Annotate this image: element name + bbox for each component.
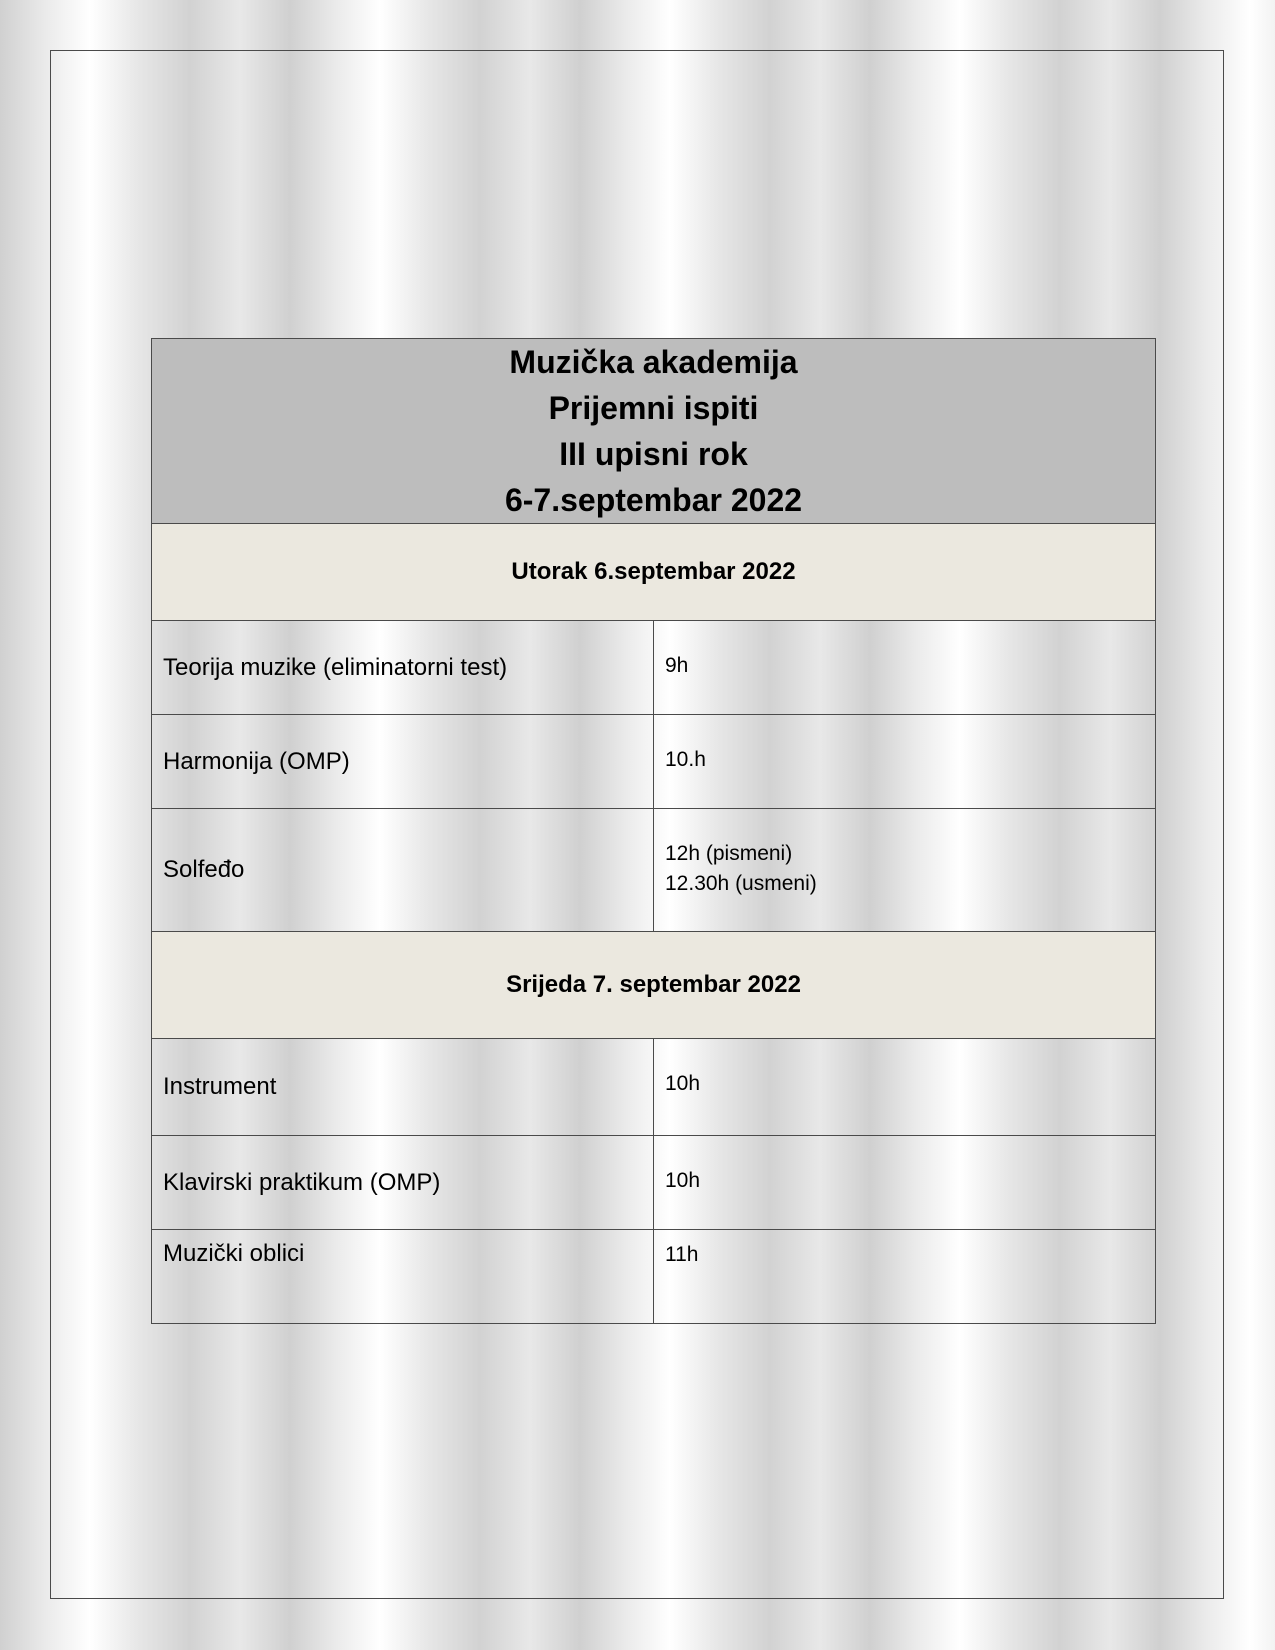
time-cell [654,621,1156,715]
table-row [152,1230,1156,1324]
table-row [152,621,1156,715]
exam-type: Prijemni ispiti [548,390,759,426]
subject-cell: Muzički oblici [152,1230,654,1324]
day-header-row [152,524,1156,621]
time-value: 12.30h (usmeni) [665,872,817,895]
schedule-title [152,339,1156,524]
title-row [152,339,1156,524]
table-row [152,715,1156,809]
time-cell [654,1136,1156,1230]
table-row [152,809,1156,932]
time-value: 12h (pismeni) [665,842,793,865]
time-cell [654,809,1156,932]
enrollment-period: III upisni rok [559,436,748,472]
institution-name: Muzička akademija [509,344,798,380]
time-cell [654,715,1156,809]
time-cell [654,1230,1156,1324]
exam-dates: 6-7.septembar 2022 [504,482,803,518]
table-row [152,1136,1156,1230]
subject-cell: Klavirski praktikum (OMP) [152,1136,654,1230]
time-value: 10h [665,1072,701,1095]
time-value: 10.h [665,748,706,771]
day-header-tuesday: Utorak 6.septembar 2022 [152,524,1156,621]
subject-cell: Instrument [152,1039,654,1136]
time-value: 10h [665,1169,701,1192]
day-header-wednesday: Srijeda 7. septembar 2022 [152,932,1156,1039]
subject-cell: Teorija muzike (eliminatorni test) [152,621,654,715]
subject-cell: Harmonija (OMP) [152,715,654,809]
table-row [152,1039,1156,1136]
time-value: 9h [665,654,689,677]
exam-schedule-table [151,338,1156,1324]
day-header-row [152,932,1156,1039]
time-value: 11h [665,1243,699,1266]
subject-cell: Solfeđo [152,809,654,932]
time-cell [654,1039,1156,1136]
